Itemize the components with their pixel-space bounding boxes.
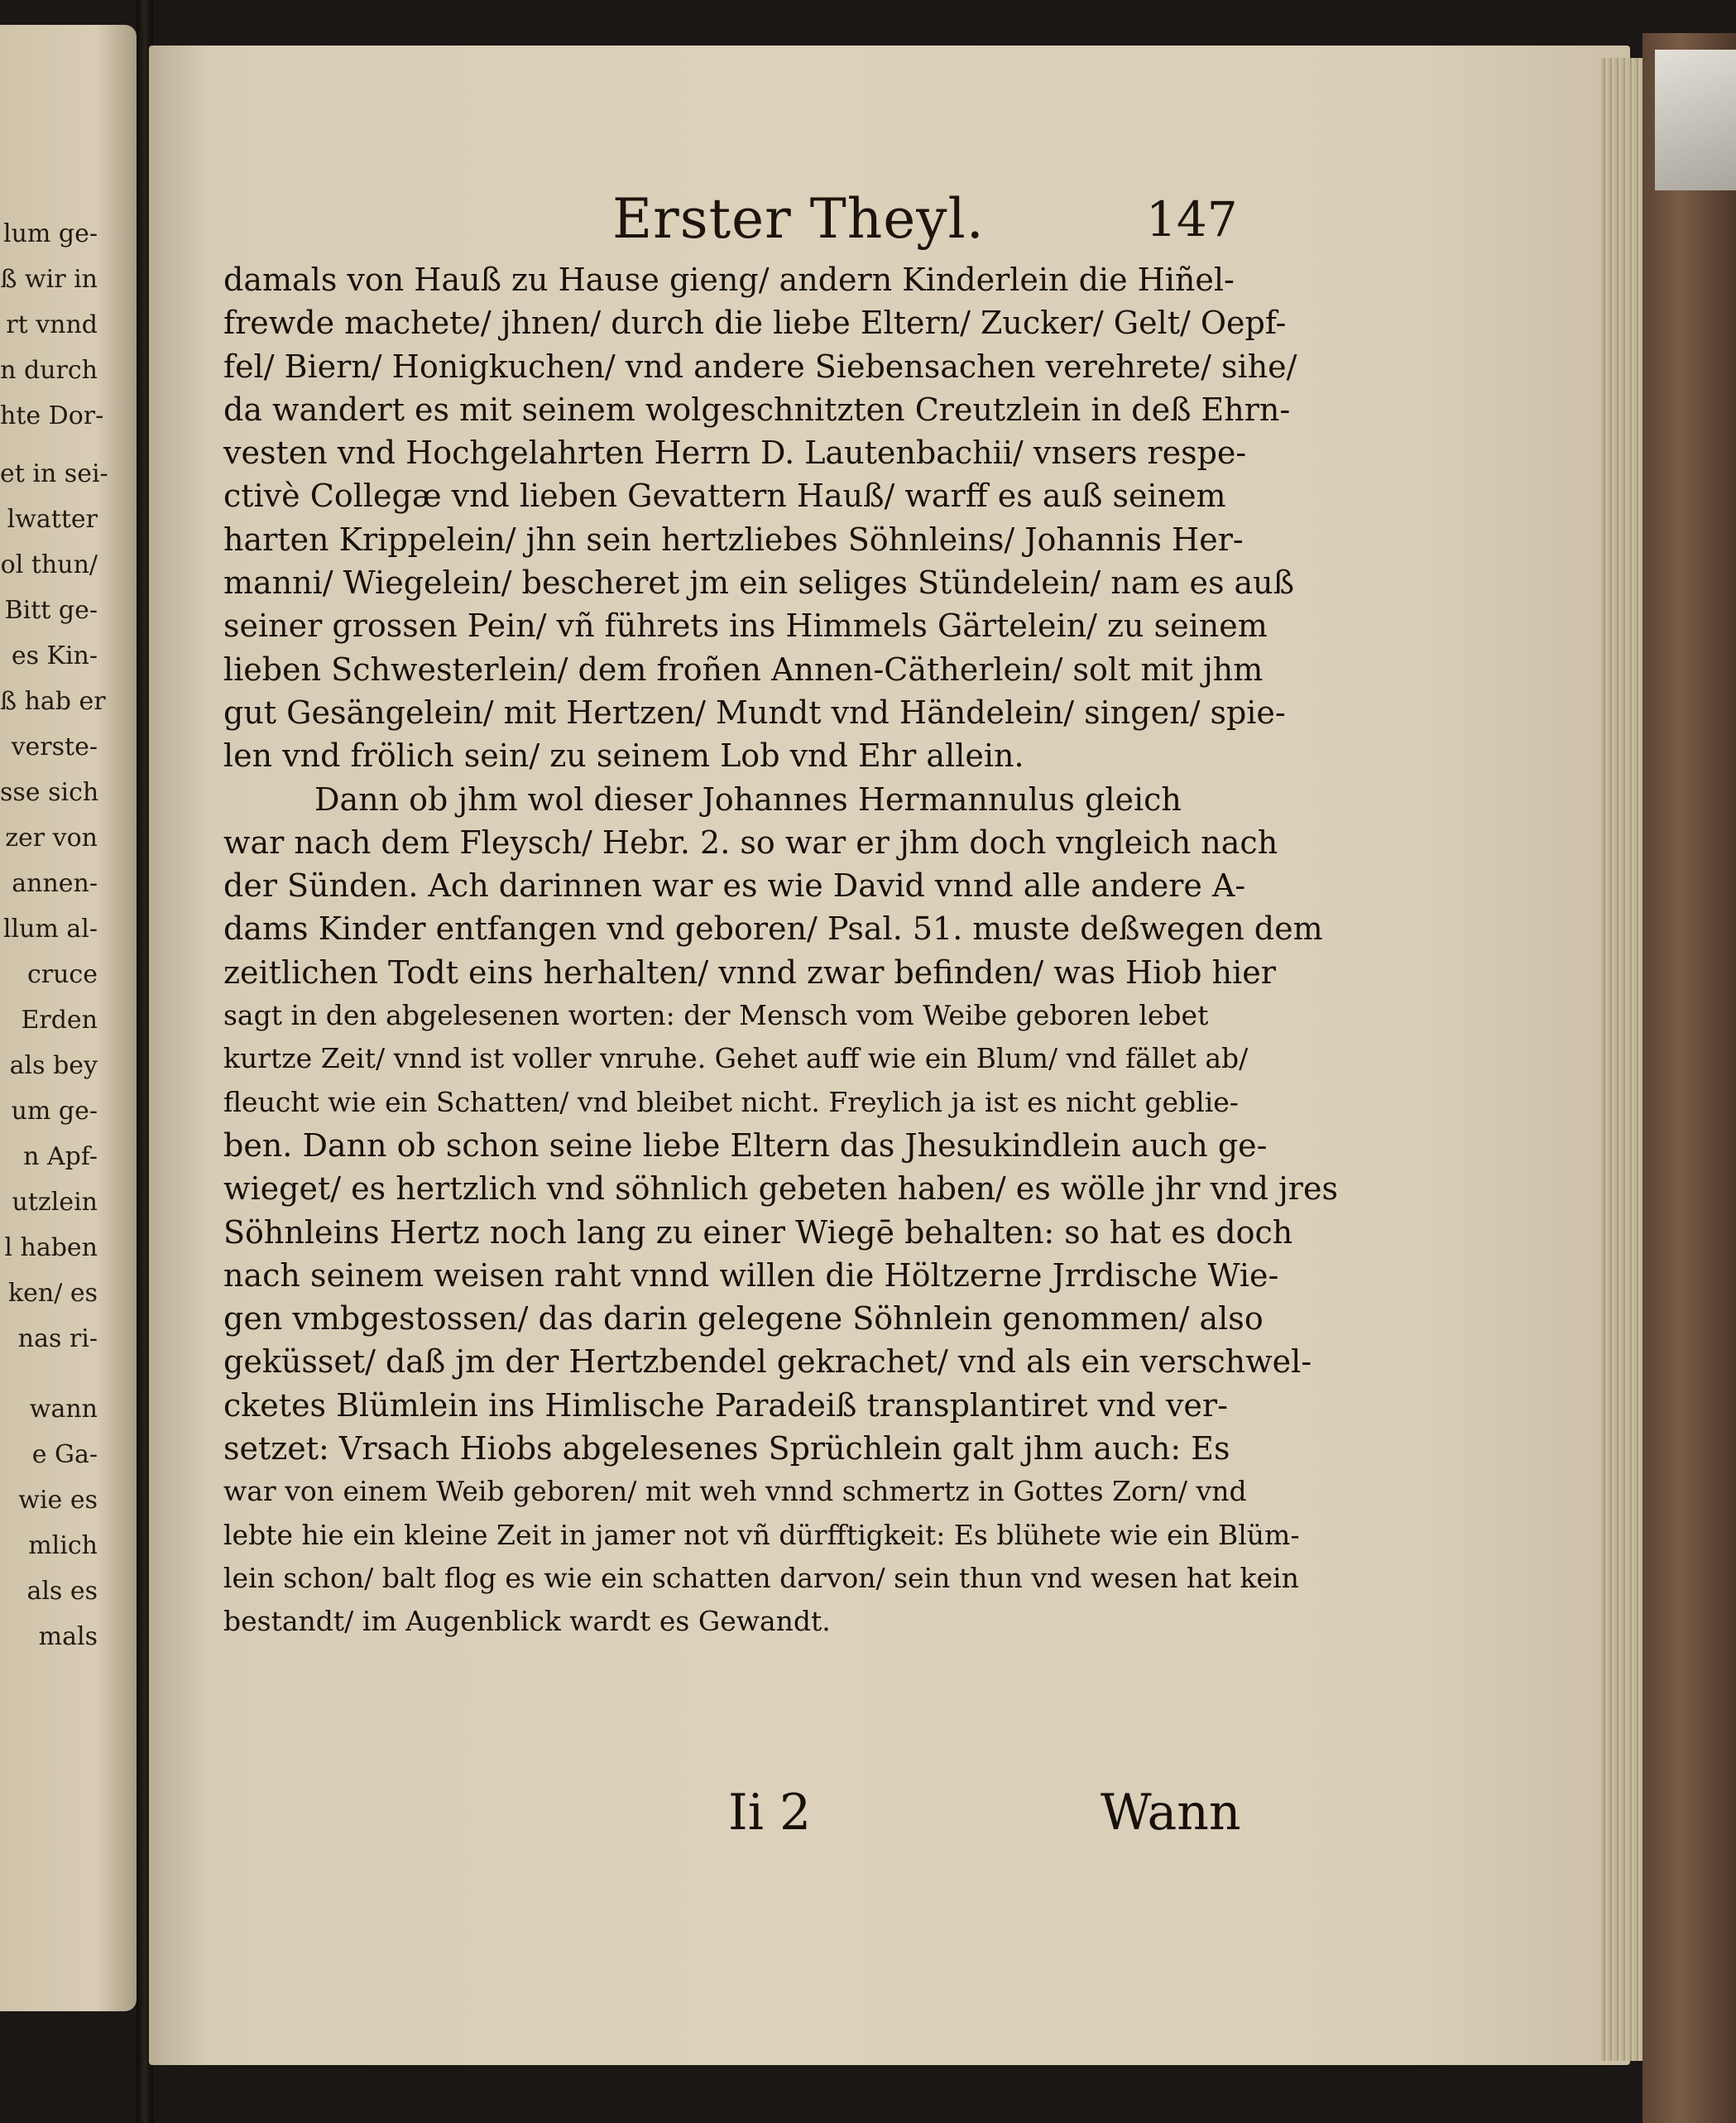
text-line: frewde machete/ jhnen/ durch die liebe Eltern/ Zucker/ Gelt/ Oepf- xyxy=(223,305,1287,342)
text-line: len vnd frölich sein/ zu seinem Lob vnd Ehr allein. xyxy=(223,737,1024,775)
previous-page-fragment: lwatter xyxy=(7,505,98,534)
previous-page-fragment: ß hab er xyxy=(0,687,106,716)
text-line: war nach dem Fleysch/ Hebr. 2. so war er jhm doch vngleich nach xyxy=(223,824,1278,861)
previous-page-fragment: es Kin- xyxy=(11,641,98,670)
text-line: war von einem Weib geboren/ mit weh vnnd schmertz in Gottes Zorn/ vnd xyxy=(223,1475,1247,1508)
page-footer xyxy=(0,1780,1736,1846)
previous-page-fragment: rt vnnd xyxy=(6,310,98,339)
text-line: Söhnleins Hertz noch lang zu einer Wiegē behalten: so hat es doch xyxy=(223,1213,1293,1251)
text-line: der Sünden. Ach darinnen war es wie David vnnd alle andere A- xyxy=(223,867,1246,905)
text-line: ctivè Collegæ vnd lieben Gevattern Hauß/ warff es auß seinem xyxy=(223,478,1226,515)
text-line: manni/ Wiegelein/ bescheret jm ein seliges Stündelein/ nam es auß xyxy=(223,564,1295,602)
previous-page-fragment: um ge- xyxy=(11,1097,98,1126)
running-title: Erster Theyl. xyxy=(612,187,985,251)
previous-page-fragment: lum ge- xyxy=(3,219,98,248)
previous-page-fragment: Erden xyxy=(21,1006,98,1035)
text-line: zeitlichen Todt eins herhalten/ vnnd zwar befinden/ was Hiob hier xyxy=(223,953,1276,991)
previous-page-fragment: llum al- xyxy=(2,915,98,944)
text-line: harten Krippelein/ jhn sein hertzliebes Söhnleins/ Johannis Her- xyxy=(223,521,1244,558)
previous-page-fragment: n durch xyxy=(0,356,98,385)
text-line: lebte hie ein kleine Zeit in jamer not vñ dürfftigkeit: Es blühete wie ein Blüm- xyxy=(223,1518,1300,1551)
previous-page-fragment: als es xyxy=(26,1577,98,1606)
previous-page-fragment: sse sich xyxy=(0,778,99,807)
previous-page-fragment: utzlein xyxy=(12,1188,98,1217)
text-line: fel/ Biern/ Honigkuchen/ vnd andere Siebensachen verehrete/ sihe/ xyxy=(223,348,1297,385)
previous-page-fragment: wie es xyxy=(18,1486,98,1515)
text-line: nach seinem weisen raht vnnd willen die Höltzerne Jrrdische Wie- xyxy=(223,1256,1279,1294)
previous-page-fragment: ß wir in xyxy=(0,265,98,294)
page-header xyxy=(0,186,1736,252)
signature-mark: Ii 2 xyxy=(728,1784,812,1842)
text-line: lein schon/ balt flog es wie ein schatten darvon/ sein thun vnd wesen hat kein xyxy=(223,1561,1299,1594)
text-line: sagt in den abgelesenen worten: der Mensch vom Weibe geboren lebet xyxy=(223,999,1209,1032)
previous-page-fragment: nas ri- xyxy=(17,1324,98,1353)
catchword: Wann xyxy=(1101,1784,1241,1842)
text-line: geküsset/ daß jm der Hertzbendel gekrachet/ vnd als ein verschwel- xyxy=(223,1343,1312,1381)
previous-page-fragment: n Apf- xyxy=(23,1142,98,1171)
text-line: lieben Schwesterlein/ dem froñen Annen-Cätherlein/ solt mit jhm xyxy=(223,651,1264,688)
previous-page-fragment: mals xyxy=(38,1622,98,1651)
previous-page-fragment: ken/ es xyxy=(7,1279,98,1308)
previous-page-fragment: cruce xyxy=(26,960,98,989)
page-number: 147 xyxy=(1146,191,1238,247)
text-line: cketes Blümlein ins Himlische Paradeiß transplantiret vnd ver- xyxy=(223,1386,1228,1424)
text-line: damals von Hauß zu Hause gieng/ andern Kinderlein die Hiñel- xyxy=(223,262,1235,298)
previous-page-fragment: et in sei- xyxy=(0,459,108,488)
text-line: gut Gesängelein/ mit Hertzen/ Mundt vnd Händelein/ singen/ spie- xyxy=(223,694,1286,731)
previous-page-fragment: ol thun/ xyxy=(0,550,98,579)
previous-page-fragment: e Ga- xyxy=(31,1440,98,1469)
text-line: vesten vnd Hochgelahrten Herrn D. Lautenbachii/ vnsers respe- xyxy=(223,435,1247,472)
previous-page-fragment: mlich xyxy=(28,1531,98,1560)
text-line: ben. Dann ob schon seine liebe Eltern das Jhesukindlein auch ge- xyxy=(223,1126,1268,1164)
text-line: dams Kinder entfangen vnd geboren/ Psal. 51. muste deßwegen dem xyxy=(223,910,1323,948)
main-text xyxy=(223,258,1338,1644)
cover-corner-protector xyxy=(1655,50,1736,190)
previous-page-fragment: l haben xyxy=(4,1233,98,1262)
previous-page-fragment: Bitt ge- xyxy=(4,596,98,625)
previous-page-fragment: annen- xyxy=(12,869,98,898)
text-line: Dann ob jhm wol dieser Johannes Hermannulus gleich xyxy=(314,781,1182,818)
text-line: da wandert es mit seinem wolgeschnitzten Creutzlein in deß Ehrn- xyxy=(223,391,1291,428)
previous-page-fragment: hte Dor- xyxy=(0,401,104,430)
previous-page-fragment: als bey xyxy=(9,1051,98,1080)
previous-page-fragment: wann xyxy=(29,1395,98,1424)
text-line: wieget/ es hertzlich vnd söhnlich gebeten haben/ es wölle jhr vnd jres xyxy=(223,1170,1338,1208)
text-line: setzet: Vrsach Hiobs abgelesenes Sprüchlein galt jhm auch: Es xyxy=(223,1430,1230,1467)
text-line: gen vmbgestossen/ das darin gelegene Söhnlein genommen/ also xyxy=(223,1300,1264,1338)
previous-page-fragment: zer von xyxy=(5,824,98,853)
text-line: kurtze Zeit/ vnnd ist voller vnruhe. Gehet auff wie ein Blum/ vnd fället ab/ xyxy=(223,1042,1249,1075)
text-line: bestandt/ im Augenblick wardt es Gewandt. xyxy=(223,1605,831,1638)
previous-page-fragment: verste- xyxy=(11,732,98,761)
text-line: seiner grossen Pein/ vñ führets ins Himmels Gärtelein/ zu seinem xyxy=(223,608,1268,645)
page-block-edge xyxy=(1601,58,1642,2061)
previous-page-edge xyxy=(0,25,137,2011)
text-line: fleucht wie ein Schatten/ vnd bleibet nicht. Freylich ja ist es nicht geblie- xyxy=(223,1085,1239,1118)
